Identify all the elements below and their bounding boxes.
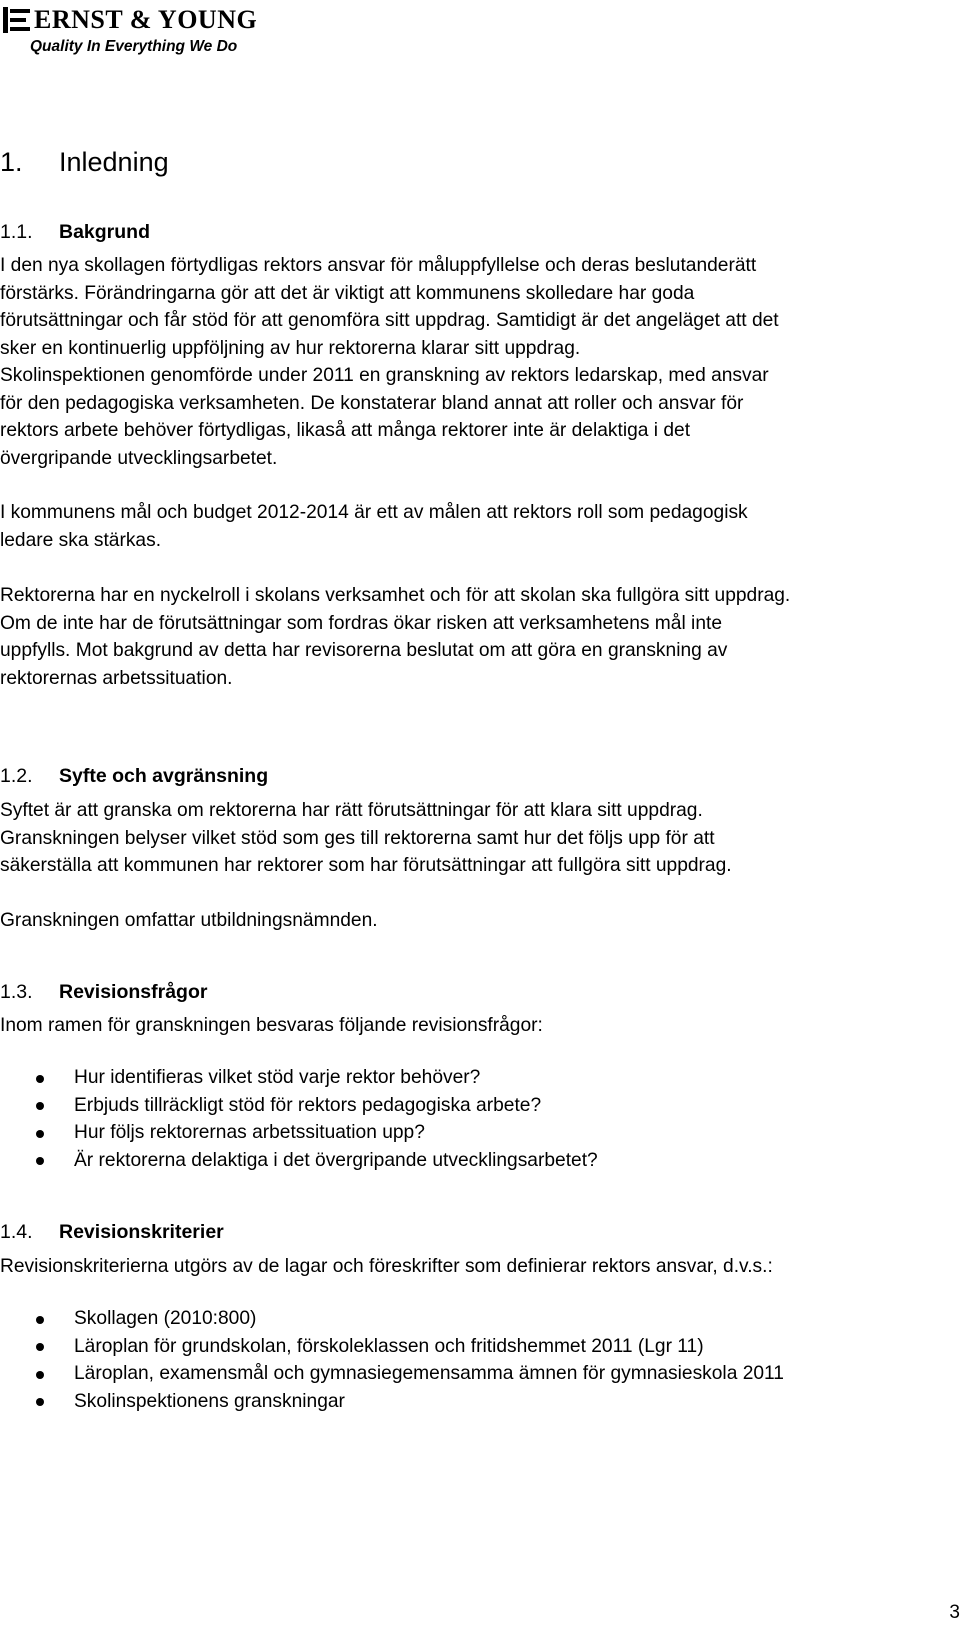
bullet-icon bbox=[36, 1371, 44, 1379]
list-item bbox=[0, 1147, 598, 1175]
bullet-icon bbox=[36, 1398, 44, 1406]
text-line: ledare ska stärkas. bbox=[0, 529, 162, 551]
list-item bbox=[0, 1360, 784, 1388]
text-line: förstärks. Förändringarna gör att det är viktigt att kommunens skolledare har goda bbox=[0, 282, 695, 304]
list-item bbox=[0, 1305, 784, 1333]
heading-inledning bbox=[0, 146, 169, 178]
heading-title: Inledning bbox=[59, 147, 169, 177]
list-item bbox=[0, 1333, 784, 1361]
text-line: rektorernas arbetssituation. bbox=[0, 667, 233, 689]
list-item-text: Hur följs rektorernas arbetssituation upp? bbox=[74, 1122, 425, 1143]
list-item bbox=[0, 1388, 784, 1416]
text-line: Syftet är att granska om rektorerna har rätt förutsättningar för att klara sitt uppdrag. bbox=[0, 800, 703, 821]
heading-title: Bakgrund bbox=[59, 221, 151, 243]
ernst-young-logo bbox=[0, 4, 260, 56]
bullet-icon bbox=[36, 1102, 44, 1110]
list-item-text: Erbjuds tillräckligt stöd för rektors pedagogiska arbete? bbox=[74, 1094, 542, 1116]
list-item-text: Läroplan för grundskolan, förskoleklassen och fritidshemmet 2011 (Lgr 11) bbox=[74, 1335, 704, 1357]
bullet-icon bbox=[36, 1343, 44, 1351]
bullet-icon bbox=[36, 1075, 44, 1083]
bullet-icon bbox=[36, 1157, 44, 1165]
text-line: Rektorerna har en nyckelroll i skolans verksamhet och för att skolan ska fullgöra sitt uppdrag. bbox=[0, 585, 791, 606]
heading-number: 1.3. bbox=[0, 981, 33, 1003]
logo-brand: ERNST & YOUNG bbox=[34, 5, 258, 34]
paragraph-revisionsfragor-intro bbox=[0, 1012, 960, 1040]
text-line: I kommunens mål och budget 2012-2014 är ett av målen att rektors roll som pedagogisk bbox=[0, 502, 748, 523]
text-line: Revisionskriterierna utgörs av de lagar och föreskrifter som definierar rektors ansvar, d.v.s.: bbox=[0, 1256, 773, 1277]
list-item-text: Hur identifieras vilket stöd varje rektor behöver? bbox=[74, 1067, 481, 1088]
heading-syfte bbox=[0, 764, 268, 788]
text-line: Granskningen omfattar utbildningsnämnden. bbox=[0, 910, 378, 931]
heading-number: 1.2. bbox=[0, 765, 33, 787]
text-line: Granskningen belyser vilket stöd som ges till rektorerna samt hur det följs upp för att bbox=[0, 827, 715, 849]
heading-number: 1.4. bbox=[0, 1221, 33, 1243]
paragraph-bakgrund-4 bbox=[0, 582, 960, 692]
text-line: sker en kontinuerlig uppföljning av hur rektorerna klarar sitt uppdrag. bbox=[0, 337, 581, 359]
ey-logo-mark-icon bbox=[3, 7, 31, 33]
list-item-text: Läroplan, examensmål och gymnasiegemensamma ämnen för gymnasieskola 2011 bbox=[74, 1363, 784, 1384]
revisionsfragor-list bbox=[0, 1064, 598, 1174]
revisionskriterier-list bbox=[0, 1305, 784, 1415]
list-item bbox=[0, 1119, 598, 1147]
text-line: förutsättningar och får stöd för att genomföra sitt uppdrag. Samtidigt är det angeläget att det bbox=[0, 310, 779, 331]
paragraph-syfte-2 bbox=[0, 907, 960, 935]
text-line: rektors arbete behöver förtydligas, likaså att många rektorer inte är delaktiga i det bbox=[0, 420, 691, 441]
heading-title: Revisionskriterier bbox=[59, 1221, 224, 1243]
heading-revisionskriterier bbox=[0, 1220, 224, 1244]
bullet-icon bbox=[36, 1316, 44, 1324]
text-line: säkerställa att kommunen har rektorer som har förutsättningar att fullgöra sitt uppdrag. bbox=[0, 855, 732, 876]
list-item-text: Skolinspektionens granskningar bbox=[74, 1390, 345, 1412]
paragraph-bakgrund-3 bbox=[0, 499, 960, 554]
text-line: Om de inte har de förutsättningar som fordras ökar risken att verksamhetens mål inte bbox=[0, 612, 722, 634]
bullet-icon bbox=[36, 1130, 44, 1138]
heading-revisionsfragor bbox=[0, 980, 207, 1004]
heading-number: 1. bbox=[0, 147, 23, 177]
text-line: Skolinspektionen genomförde under 2011 en granskning av rektors ledarskap, med ansvar bbox=[0, 365, 769, 386]
paragraph-syfte-1 bbox=[0, 797, 960, 880]
list-item-text: Är rektorerna delaktiga i det övergripande utvecklingsarbetet? bbox=[74, 1149, 598, 1171]
text-line: uppfylls. Mot bakgrund av detta har revisorerna beslutat om att göra en granskning av bbox=[0, 640, 728, 661]
list-item-text: Skollagen (2010:800) bbox=[74, 1308, 257, 1329]
logo-tagline: Quality In Everything We Do bbox=[30, 38, 238, 55]
paragraph-bakgrund-2 bbox=[0, 362, 960, 472]
text-line: övergripande utvecklingsarbetet. bbox=[0, 447, 278, 469]
heading-title: Revisionsfrågor bbox=[59, 981, 208, 1003]
paragraph-revisionskriterier-intro bbox=[0, 1253, 960, 1281]
text-line: Inom ramen för granskningen besvaras följande revisionsfrågor: bbox=[0, 1015, 543, 1036]
heading-title: Syfte och avgränsning bbox=[59, 765, 269, 787]
list-item bbox=[0, 1064, 598, 1092]
heading-bakgrund bbox=[0, 220, 150, 244]
text-line: I den nya skollagen förtydligas rektors ansvar för måluppfyllelse och deras beslutanderätt bbox=[0, 255, 757, 276]
heading-number: 1.1. bbox=[0, 221, 33, 243]
page-number: 3 bbox=[949, 1602, 960, 1623]
text-line: för den pedagogiska verksamheten. De konstaterar bland annat att roller och ansvar för bbox=[0, 392, 744, 414]
list-item bbox=[0, 1092, 598, 1120]
paragraph-bakgrund-1 bbox=[0, 252, 960, 362]
